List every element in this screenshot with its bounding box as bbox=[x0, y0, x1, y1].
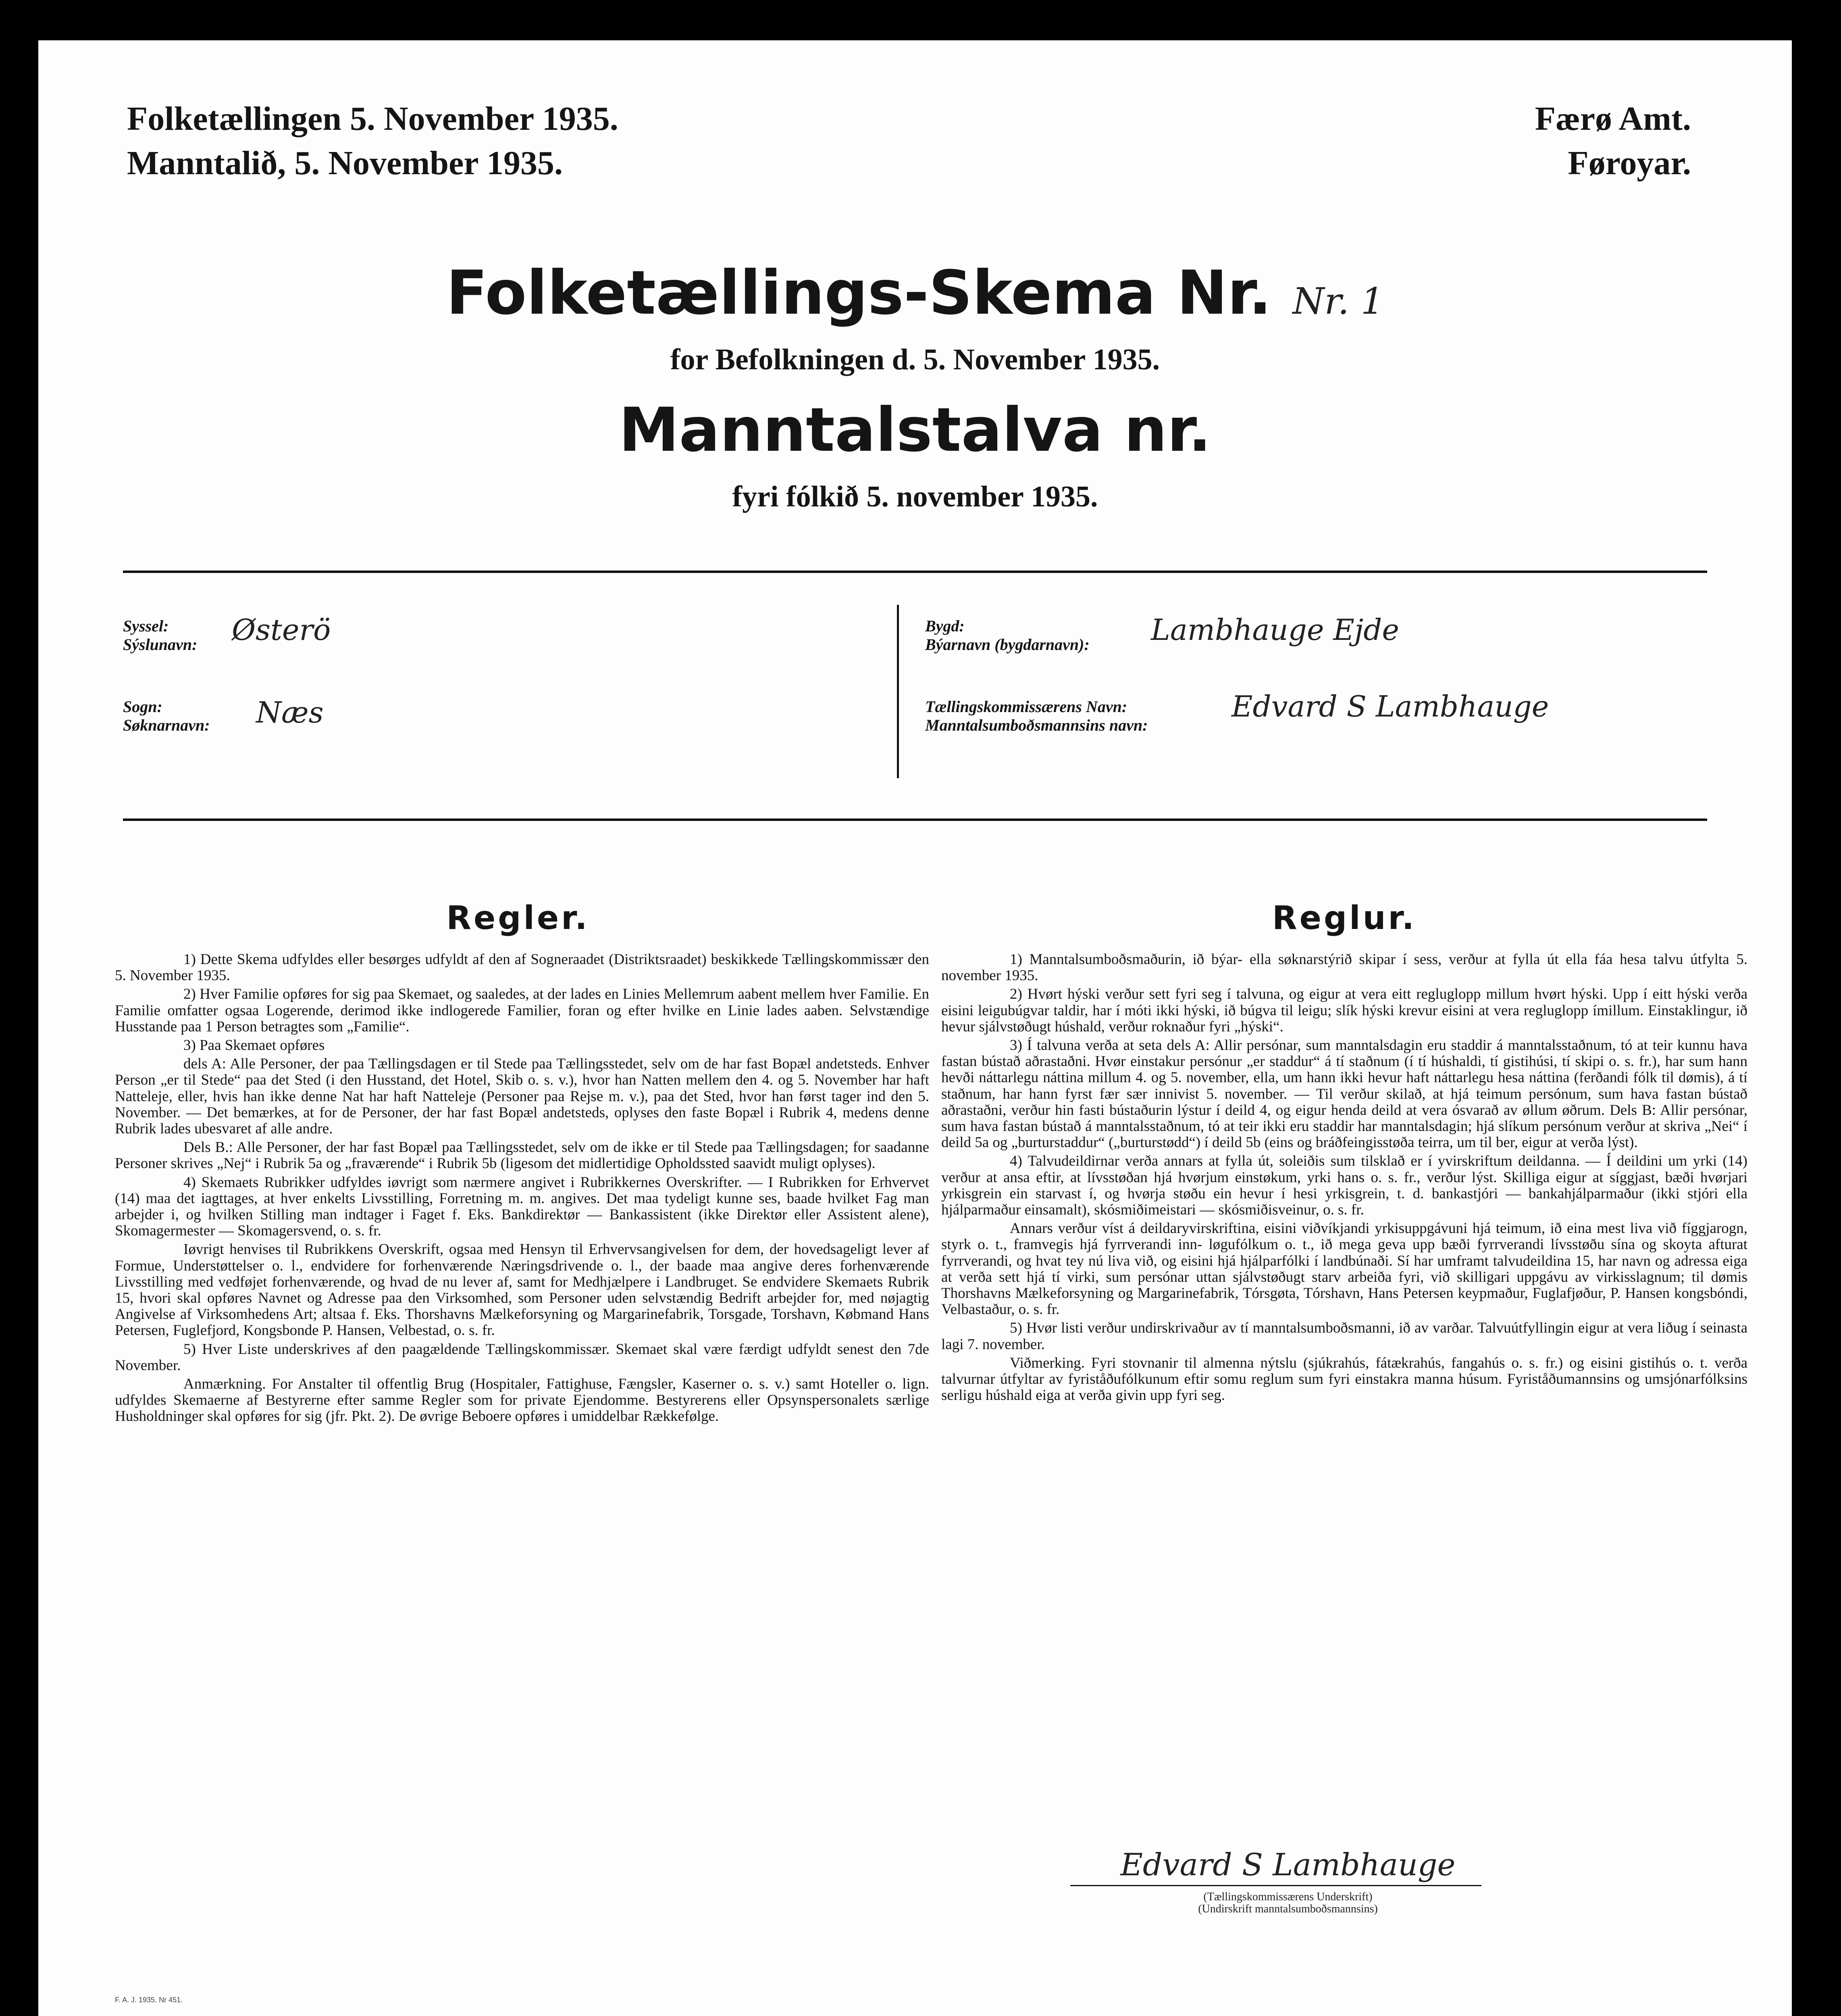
signature-caption: (Tællingskommissærens Underskrift) (Undirskrift manntalsumboðsmannsins) bbox=[1198, 1891, 1378, 1915]
field-box-divider bbox=[897, 605, 899, 778]
header-title-da: Folketællingen 5. November 1935. bbox=[127, 100, 618, 137]
rule-fo-4b: Annars verður víst á deildaryvirskriftina, eisini viðvíkjandi yrkisuppgávuni hjá teimum, ið eina mest liva við fíggjarogn, styrk o. t., framvegis hjá fyrrverandi inn- løgufólkum o. t., ið mega geva upp bæði fyrrverandi lívsstøðu sína og skoyta afturat fyrrverandi, og hvat tey nú liva við, og eisini hjá hjálparfólki í landbúnaði. Sí har umframt talvudeildina 15, har navn og adressa eiga at verða sett hjá tí virki, sum persónar uttan sjálvstøðugt starv arbeiða fyri, við skilligari uppgávu av virkisslagnum; til dømis Thorshavns Mælkeforsyning og Margarinefabrik, Tórsgøta, Tórshavn, Hans Petersen keypmaður, Fuglafjøður, P. Hansen kongsbóndi, Velbastaður, o. s. fr. bbox=[941, 1220, 1747, 1318]
sogn-value: Næs bbox=[256, 696, 324, 729]
rules-da-body bbox=[115, 952, 929, 1427]
rules-fo-heading: Reglur. bbox=[1272, 899, 1417, 937]
kommissaer-label: Tællingskommissærens Navn: Manntalsumboðsmannsins navn: bbox=[925, 698, 1148, 734]
header-right bbox=[1535, 97, 1691, 185]
form-title-fo: Manntalstalva nr. bbox=[619, 395, 1211, 465]
rules-da-heading: Regler. bbox=[446, 899, 590, 937]
header-amt-fo: Føroyar. bbox=[1568, 144, 1691, 182]
header-amt-da: Færø Amt. bbox=[1535, 100, 1691, 137]
form-subtitle-fo: fyri fólkið 5. november 1935. bbox=[732, 480, 1098, 513]
rule-da-3b: Dels B.: Alle Personer, der har fast Bopæl paa Tællingsstedet, selv om de ikke er til Stede paa Tællingsdagen; for saadanne Personer skrives „Nej“ i Rubrik 5a og „fraværende“ i Rubrik 5b (ligesom det midlertidige Opholdssted saavidt muligt oplyses). bbox=[115, 1139, 929, 1172]
rule-fo-3: 3) Í talvuna verða at seta dels A: Allir persónar, sum manntalsdagin eru staddir á manntalsstaðnum, tó at teir kunnu hava fastan bústað aðrastaðni. Hvør einstakur persónur „er staddur“ á tí staðnum (í tí húshaldi, tí gistihúsi, tí skipi o. s. fr.), har sum hann hevði náttarlegu náttina millum 4. og 5. november, ella, um hann ikki hevur haft náttarlegu hesa náttina (ferðandi fólk til dømis), á tí staðnum, har hann fyrst fær sær innivist 5. november. — Til verður skilað, at hjá teimum persónum, sum hava fastan bústað aðrastaðni, verður hin fasti bústaðurin lýstur í deild 4, og eigur henda deild at vera ósvarað av øllum øðrum. Dels B: Allir persónar, sum hava fastan bústað á manntalsstaðnum, tó at teir ikki eru staddir har manntalsdagin; hjá slíkum persónum verður at skriva „Nei“ í deild 5a og „burturstaddur“ („burturstødd“) í deild 5b (eins og bráðfeingisstøða teirra, um til ber, eigur at verða lýst). bbox=[941, 1037, 1747, 1151]
rule-fo-2: 2) Hvørt hýski verður sett fyri seg í talvuna, og eigur at vera eitt regluglopp millum hvørt hýski. Upp í eitt hýski verða eisini leigubúgvar taldir, har í móti ikki hýski, ið búgva til leigu; slík hýski krevur eisini at vera regluglopp ímillum. Einstaklingur, ið hevur sjálvstøðugt húshald, verður roknaður fyri „hýski“. bbox=[941, 986, 1747, 1035]
form-title-da: Folketællings-Skema Nr. Nr. 1 bbox=[446, 258, 1384, 328]
header-left bbox=[127, 97, 618, 185]
rule-da-note: Anmærkning. For Anstalter til offentlig Brug (Hospitaler, Fattighuse, Fængsler, Kaserner o. s. v.) samt Hoteller o. lign. udfyldes Skemaerne af Bestyrerne efter samme Regler som for private Ejendomme. Bestyrerens eller Opsynspersonalets særlige Husholdninger skal opføres for sig (jfr. Pkt. 2). De øvrige Beboere opføres i umiddelbar Rækkefølge. bbox=[115, 1376, 929, 1425]
rule-fo-1: 1) Manntalsumboðsmaðurin, ið býar- ella søknarstýrið skipar í sess, verður at fylla út ella fáa hesa talvu útfylta 5. november 1935. bbox=[941, 951, 1747, 984]
rule-da-5: 5) Hver Liste underskrives af den paagældende Tællingskommissær. Skemaet skal være færdigt udfyldt senest den 7de November. bbox=[115, 1341, 929, 1374]
census-form-page bbox=[38, 40, 1792, 2016]
syssel-label: Syssel: Sýslunavn: bbox=[123, 617, 198, 654]
signature-handwritten: Edvard S Lambhauge bbox=[1120, 1847, 1456, 1883]
bygd-label: Bygd: Býarnavn (bygdarnavn): bbox=[925, 617, 1090, 654]
rule-fo-5: 5) Hvør listi verður undirskrivaður av tí manntalsumboðsmanni, ið av varðar. Talvuútfyllingin eigur at vera liðug í seinasta lagi 7. november. bbox=[941, 1320, 1747, 1353]
rule-da-3a: dels A: Alle Personer, der paa Tællingsdagen er til Stede paa Tællingsstedet, selv om de har fast Bopæl andetsteds. Enhver Person „er til Stede“ paa det Sted (i den Husstand, det Hotel, Skib o. s. v.), hvor han Natten mellem den 4. og 5. November har haft Natteleje, eller, hvis han ikke denne Nat har haft Natteleje (Personer paa Rejse m. v.), paa det Sted, hvor han først tager ind den 5. November. — Det bemærkes, at for de Personer, der har fast Bopæl andetsteds, oplyses den faste Bopæl i Rubrik 4, medens denne Rubrik lades ubesvaret af alle andre. bbox=[115, 1056, 929, 1137]
header-title-fo: Manntalið, 5. November 1935. bbox=[127, 144, 563, 182]
form-number-handwritten: Nr. 1 bbox=[1292, 280, 1384, 323]
field-box-top-rule bbox=[123, 571, 1707, 573]
rule-fo-4: 4) Talvudeildirnar verða annars at fylla út, soleiðis sum tilsklað er í yvirskriftum deildanna. — Í deildini um yrki (14) verður at ansa eftir, at lívsstøðan hjá hvørjum einstøkum, yrki hans o. s. fr., verður lýst. Skilliga eigur at síggjast, bæði hvørjari yrkisgrein ein starvast í, og hvørja støðu ein hevur í hesi yrkisgrein, t. d. bankastjóri — bankahjálparmaður (ikki stjóri ella hjálparmaður einsamalt), skósmiðimeistari — skósmiðisveinur, o. s. fr. bbox=[941, 1153, 1747, 1218]
rule-da-3: 3) Paa Skemaet opføres bbox=[183, 1037, 325, 1054]
form-subtitle-da: for Befolkningen d. 5. November 1935. bbox=[670, 343, 1160, 376]
kommissaer-value: Edvard S Lambhauge bbox=[1231, 689, 1549, 723]
sogn-label: Sogn: Søknarnavn: bbox=[123, 698, 210, 734]
signature-line bbox=[1070, 1885, 1481, 1886]
rule-da-2: 2) Hver Familie opføres for sig paa Skemaet, og saaledes, at der lades en Linies Mellemrum aabent mellem hver Familie. En Familie omfatter ogsaa Logerende, derimod ikke indlogerede Familier, foran og efter hvilke en Linie lades aaben. Selvstændige Husstande paa 1 Person betragtes som „Familie“. bbox=[115, 986, 929, 1035]
rule-da-1: 1) Dette Skema udfyldes eller besørges udfyldt af den af Sogneraadet (Distriktsraadet) beskikkede Tællingskommissær den 5. November 1935. bbox=[115, 951, 929, 984]
rule-da-4b: Iøvrigt henvises til Rubrikkens Overskrift, ogsaa med Hensyn til Erhvervsangivelsen for dem, der hovedsageligt lever af Formue, Understøttelser o. l., endvidere for forhenværende Næringsdrivende o. l., der baade maa angive deres forhenværende Livsstilling med vedføjet forhenværende, og hvad de nu lever af, samt for Medhjælpere i Landbruget. Se endvidere Skemaets Rubrik 15, hvori skal opføres Navnet og Adresse paa den Virksomhed, som Personer uden selvstændig Bedrift arbejder for, med nøjagtig Angivelse af Virksomhedens Art; altsaa f. Eks. Thorshavns Mælkeforsyning og Margarinefabrik, Torsgade, Torshavn, Købmand Hans Petersen, Fuglefjord, Kongsbonde P. Hansen, Velbestad, o. s. fr. bbox=[115, 1241, 929, 1339]
syssel-value: Østerö bbox=[232, 613, 331, 647]
print-mark: F. A. J. 1935. Nr 451. bbox=[115, 1996, 183, 2004]
rule-fo-note: Viðmerking. Fyri stovnanir til almenna nýtslu (sjúkrahús, fátækrahús, fangahús o. s. fr.) og eisini gistihús o. t. verða talvurnar útfyltar av fyriståðufólkunum eftir somu reglum sum fyri einstakra manna húsum. Fyriståðumannsins og umsjónarfólksins serligu húshald eiga at verða givin upp fyri seg. bbox=[941, 1354, 1747, 1404]
rule-da-4: 4) Skemaets Rubrikker udfyldes iøvrigt som nærmere angivet i Rubrikkernes Overskrifter. — I Rubrikken for Erhvervet (14) maa det iagttages, at hver enkelts Livsstilling, Forretning m. m. angives. Det maa tydeligt kunne ses, baade hvilket Fag man arbejder i, og hvilken Stilling man indtager i Faget f. Eks. Bankdirektør — Bankassistent (ikke Direktør eller Assistent alene), Skomagermester — Skomagersvend, o. s. fr. bbox=[115, 1174, 929, 1239]
rules-fo-body bbox=[941, 952, 1747, 1406]
bygd-value: Lambhauge Ejde bbox=[1151, 613, 1399, 647]
field-box-bottom-rule bbox=[123, 818, 1707, 821]
